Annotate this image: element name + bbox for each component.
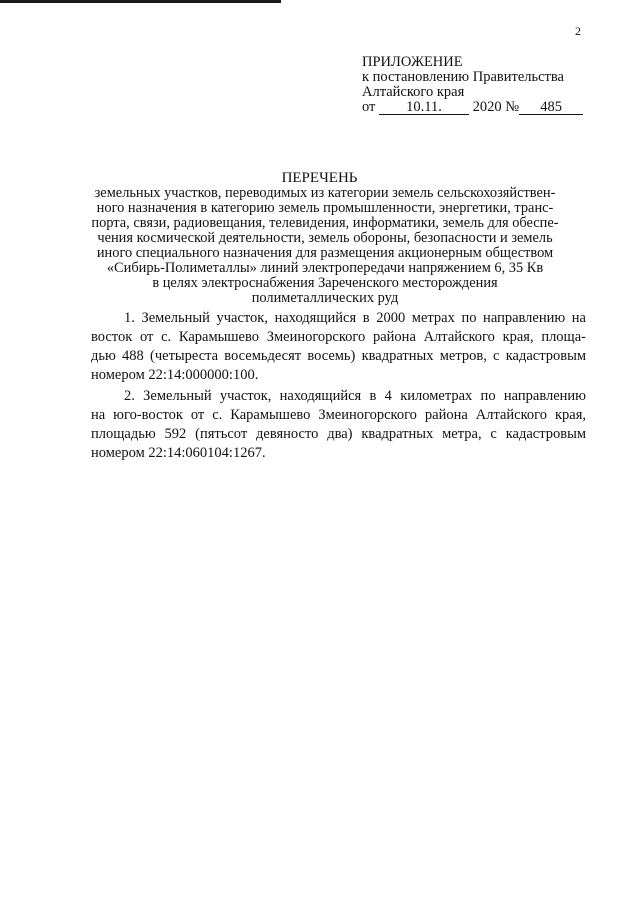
appendix-heading: ПРИЛОЖЕНИЕ: [362, 54, 463, 70]
subtitle-line: земельных участков, переводимых из категории земель сельскохозяйствен-: [94, 185, 556, 201]
appendix-line-resolution: к постановлению Правительства: [362, 69, 564, 85]
subtitle-line: ного назначения в категорию земель промышленности, энергетики, транс-: [96, 200, 554, 216]
subtitle-line: в целях электроснабжения Зареченского месторождения: [152, 275, 498, 291]
document-subtitle: [75, 186, 575, 306]
subtitle-line: полиметаллических руд: [251, 290, 399, 306]
list-item-line: на юго-восток от с. Карамышево Змеиногорского района Алтайского края,: [91, 407, 586, 423]
from-label: от: [362, 99, 376, 115]
subtitle-line: иного специального назначения для размещения акционерным обществом: [96, 245, 554, 261]
number-field: 485: [519, 101, 583, 115]
appendix-block: [362, 55, 583, 115]
subtitle-line: «Сибирь-Полиметаллы» линий электропередачи напряжением 6, 35 Кв: [106, 260, 544, 276]
year-text: 2020: [472, 99, 502, 115]
list-item-line: восток от с. Карамышево Змеиногорского района Алтайского края, площа-: [91, 329, 586, 345]
list-item-line: номером 22:14:060104:1267.: [91, 445, 266, 461]
document-body: [91, 309, 586, 463]
subtitle-line: порта, связи, радиовещания, телевидения, информатики, земель для обеспе-: [91, 215, 559, 231]
scan-edge-mark: [0, 0, 281, 3]
number-label: №: [505, 99, 520, 115]
document-title: ПЕРЕЧЕНЬ: [281, 170, 358, 186]
page-number: 2: [575, 24, 581, 38]
appendix-date-line: [362, 100, 583, 115]
list-item-2: [91, 387, 586, 463]
list-item-line: дью 488 (четыреста восемьдесят восемь) квадратных метров, с кадастровым: [91, 348, 586, 364]
subtitle-line: чения космической деятельности, земель обороны, безопасности и земель: [97, 230, 553, 246]
list-item-line: площадью 592 (пятьсот девяносто два) квадратных метра, с кадастровым: [91, 426, 586, 442]
list-item-line: 1. Земельный участок, находящийся в 2000 метрах по направлению на: [124, 310, 586, 326]
list-item-line: номером 22:14:000000:100.: [91, 367, 259, 383]
list-item-1: [91, 309, 586, 385]
date-field: 10.11.: [379, 101, 469, 115]
appendix-line-region: Алтайского края: [362, 84, 465, 100]
list-item-line: 2. Земельный участок, находящийся в 4 километрах по направлению: [124, 388, 586, 404]
